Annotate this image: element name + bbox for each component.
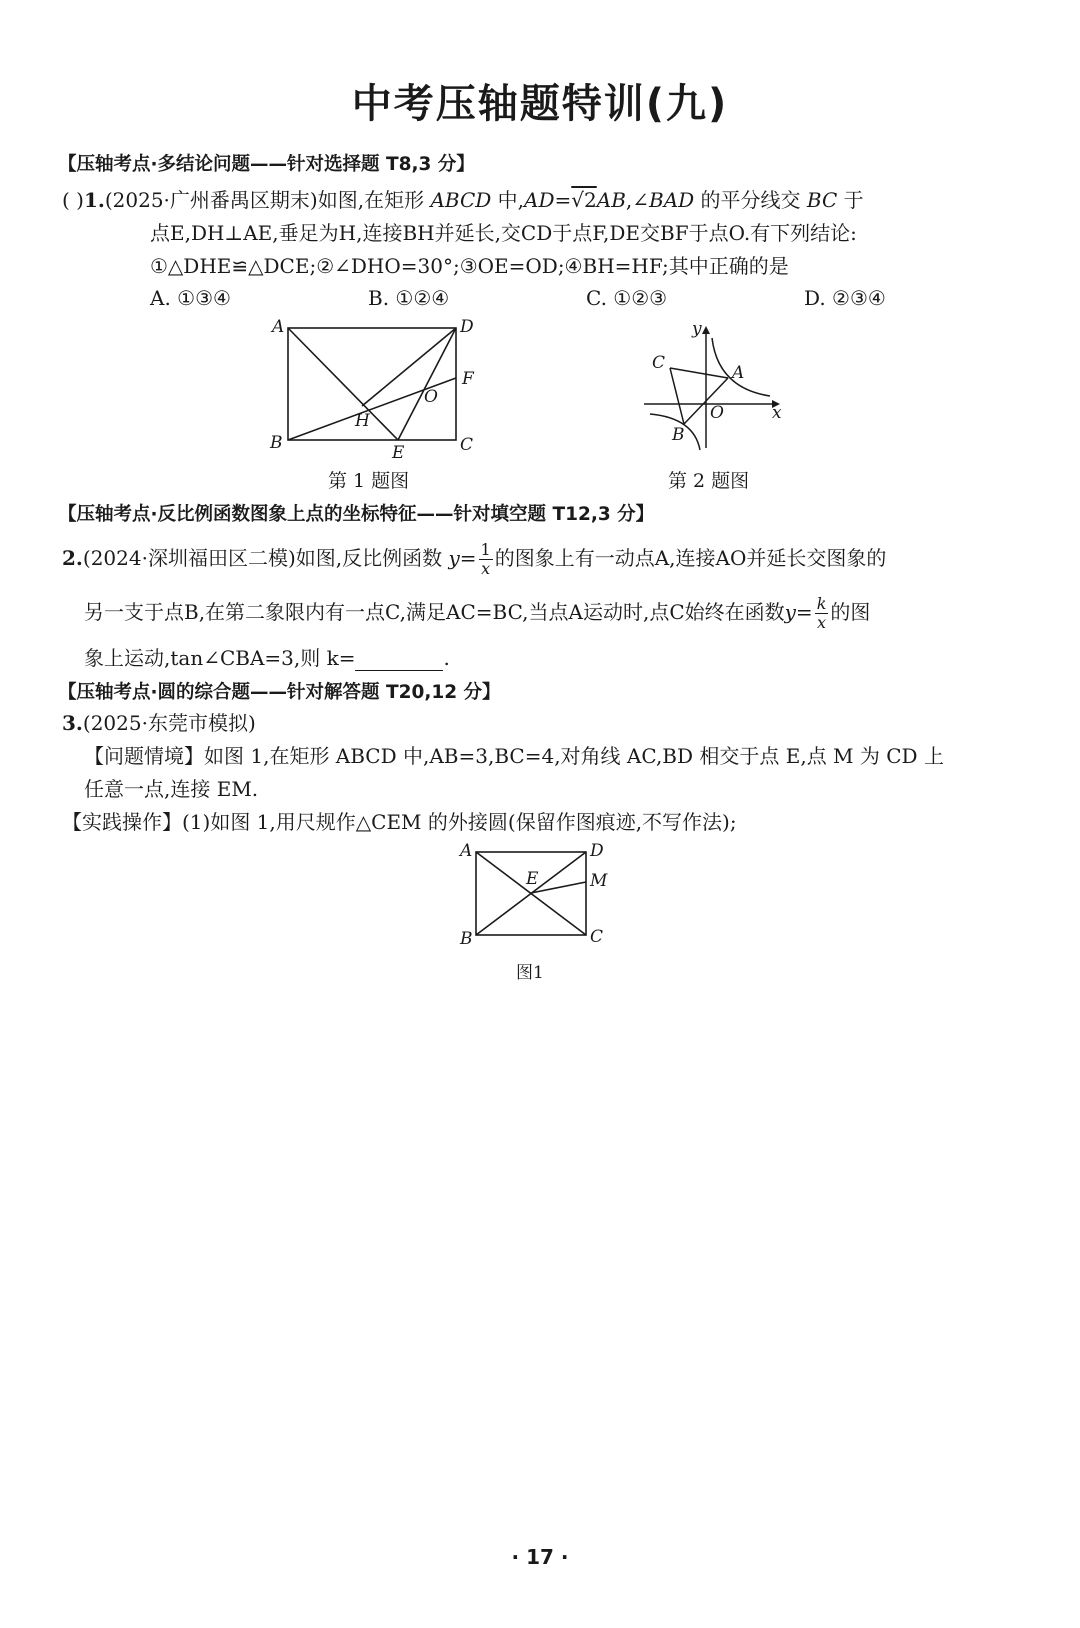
label-o: O [424, 387, 438, 407]
question-3-source: (2025·东莞市模拟) [82, 711, 256, 735]
question-1-line-2: 点E,DH⊥AE,垂足为H,连接BH并延长,交CD于点F,DE交BF于点O.有下列结论: [150, 221, 857, 245]
label-f: F [462, 369, 474, 389]
label-c: C [460, 435, 474, 455]
figure-3-caption: 图1 [516, 963, 544, 983]
fraction-numerator: k [816, 594, 827, 613]
question-1-source: (2025·广州番禺区期末) [104, 188, 318, 212]
y-axis-arrow [702, 326, 710, 334]
question-2-line-3 [84, 645, 450, 671]
option-d[interactable]: D. ②③④ [804, 286, 886, 310]
answer-bracket[interactable]: ( ) [62, 188, 84, 212]
label-c: C [590, 927, 604, 947]
page-title: 中考压轴题特训(九) [351, 81, 729, 127]
text: 的图象上有一动点A,连接AO并延长交图象的 [494, 546, 887, 570]
label-e: E [526, 869, 539, 889]
label-b: B [270, 433, 283, 453]
answer-blank[interactable] [355, 650, 443, 671]
option-b[interactable]: B. ①②④ [368, 286, 450, 310]
text: = [554, 188, 572, 212]
fraction-denominator: x [481, 559, 491, 578]
segment-ae [288, 328, 398, 440]
label-b: B [460, 929, 473, 949]
question-2-line-2 [84, 592, 870, 632]
text: ABCD [430, 188, 492, 212]
text: 的平分线交 [694, 188, 807, 212]
label-d: D [460, 317, 474, 337]
question-3-situation: 【问题情境】如图 1,在矩形 ABCD 中,AB=3,BC=4,对角线 AC,BD 相交于点 E,点 M 为 CD 上 [84, 744, 944, 768]
question-3-situation-2: 任意一点,连接 EM. [84, 777, 259, 801]
text: y= [784, 600, 813, 624]
text: 的图 [830, 600, 871, 624]
question-2-number: 2. [62, 546, 83, 570]
question-1-line-1 [62, 187, 864, 213]
label-y: y [692, 319, 702, 339]
label-e: E [392, 443, 405, 463]
page-number: · 17 · [511, 1545, 569, 1569]
option-c[interactable]: C. ①②③ [586, 286, 668, 310]
text: 于 [837, 188, 864, 212]
label-x: x [772, 403, 782, 423]
question-2-line-1 [62, 538, 886, 578]
text: y= [448, 546, 477, 570]
text: . [443, 646, 450, 670]
figure-1-caption: 第 1 题图 [328, 470, 410, 492]
text: ,∠ [625, 188, 650, 212]
question-1-line-3: ①△DHE≌△DCE;②∠DHO=30°;③OE=OD;④BH=HF;其中正确的是 [150, 254, 789, 278]
question-3-header [62, 710, 256, 736]
text: 如图,在矩形 [317, 188, 431, 212]
fraction-k-over-x [815, 595, 829, 632]
question-3-number: 3. [62, 711, 83, 735]
label-a: A [272, 317, 285, 337]
label-o: O [710, 403, 724, 423]
label-b: B [672, 425, 685, 445]
rectangle-abcd [288, 328, 456, 440]
figure-1 [258, 316, 478, 466]
text: BAD [649, 188, 695, 212]
figure-2 [636, 318, 796, 458]
segment-dh [362, 328, 456, 406]
text: AD [524, 188, 555, 212]
text: 象上运动,tan∠CBA=3,则 k= [84, 646, 356, 670]
figure-2-caption: 第 2 题图 [668, 470, 750, 492]
text: BC [806, 188, 838, 212]
fraction-denominator: x [817, 613, 827, 632]
label-a: A [460, 841, 473, 861]
segment-de [398, 328, 456, 440]
label-h: H [355, 411, 370, 431]
section-heading-3: 【压轴考点·圆的综合题——针对解答题 T20,12 分】 [58, 682, 501, 703]
text: 中, [491, 188, 525, 212]
figure-3 [456, 838, 616, 950]
segment-ca [670, 368, 728, 378]
question-1-number: 1. [83, 188, 105, 212]
option-a[interactable]: A. ①③④ [150, 286, 231, 310]
section-heading-2: 【压轴考点·反比例函数图象上点的坐标特征——针对填空题 T12,3 分】 [58, 504, 655, 525]
text: 如图,反比例函数 [295, 546, 449, 570]
text: 另一支于点B,在第二象限内有一点C,满足AC=BC,当点A运动时,点C始终在函数 [84, 600, 785, 624]
label-d: D [590, 841, 604, 861]
segment-cb [670, 368, 684, 424]
fraction-numerator: 1 [480, 540, 491, 559]
label-a: A [732, 363, 745, 383]
question-3-practice: 【实践操作】(1)如图 1,用尺规作△CEM 的外接圆(保留作图痕迹,不写作法); [62, 810, 737, 834]
question-2-source: (2024·深圳福田区二模) [82, 546, 296, 570]
label-m: M [590, 871, 608, 891]
label-c: C [652, 353, 666, 373]
text: √2 [571, 188, 597, 212]
section-heading-1: 【压轴考点·多结论问题——针对选择题 T8,3 分】 [58, 154, 475, 175]
text: AB [596, 188, 626, 212]
fraction-1-over-x [479, 541, 493, 578]
